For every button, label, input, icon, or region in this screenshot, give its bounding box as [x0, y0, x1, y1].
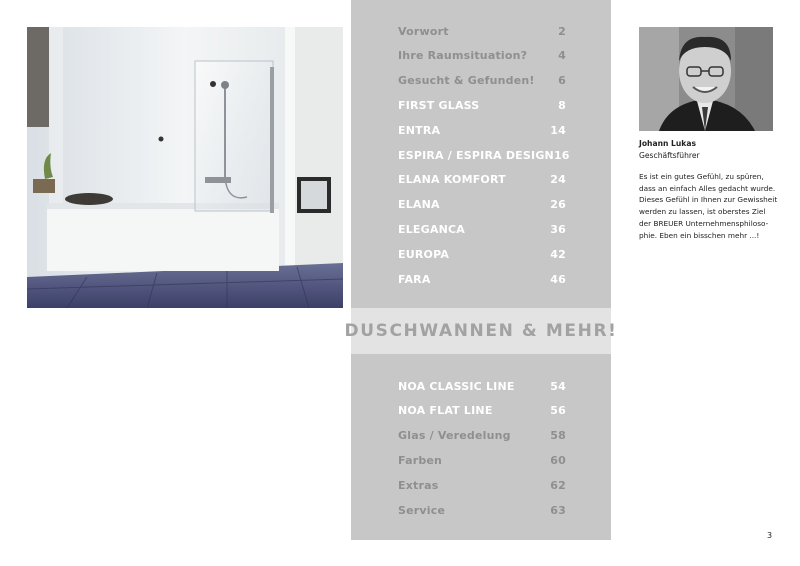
- toc-entry-page: 24: [550, 173, 566, 187]
- toc-entry-page: 56: [550, 404, 566, 418]
- toc-entry[interactable]: [398, 377, 566, 395]
- toc-entry[interactable]: [398, 196, 566, 214]
- toc-entry-title: Extras: [398, 478, 439, 492]
- toc-entry-page: 54: [550, 379, 566, 393]
- toc-entry-title: ENTRA: [398, 123, 441, 137]
- message-line: Dieses Gefühl in Ihnen zur Gewissheit: [639, 195, 778, 205]
- toc-entry-page: 26: [550, 198, 566, 212]
- toc-entry[interactable]: [398, 220, 566, 238]
- toc-entry-page: 46: [550, 272, 566, 286]
- toc-entry-title: ELEGANCA: [398, 222, 465, 236]
- toc-entry[interactable]: [398, 245, 566, 263]
- toc-entry-title: EUROPA: [398, 247, 450, 261]
- toc-entry[interactable]: [398, 402, 566, 420]
- toc-entry-title: FIRST GLASS: [398, 98, 480, 112]
- toc-entry[interactable]: [398, 451, 566, 469]
- toc-entry-title: Glas / Veredelung: [398, 429, 511, 443]
- toc-entry[interactable]: [398, 501, 566, 519]
- toc-entry-page: 58: [550, 429, 566, 443]
- toc-entry-title: Service: [398, 503, 446, 517]
- toc-entry-page: 62: [550, 478, 566, 492]
- toc-entry-title: FARA: [398, 272, 431, 286]
- message-line: phie. Eben ein bisschen mehr ...!: [639, 230, 760, 240]
- section-heading: DUSCHWANNEN & MEHR!: [344, 321, 618, 341]
- message-line: dass an einfach Alles gedacht wurde.: [639, 183, 776, 193]
- toc-entry-page: 36: [550, 222, 566, 236]
- message-line: werden zu lassen, ist oberstes Ziel: [639, 207, 766, 217]
- toc-entry-title: Vorwort: [398, 24, 449, 38]
- toc-entry[interactable]: [398, 47, 566, 65]
- toc-entry-page: 14: [550, 123, 566, 137]
- toc-entry[interactable]: [398, 171, 566, 189]
- toc-entry-title: ELANA KOMFORT: [398, 173, 506, 187]
- toc-entry[interactable]: [398, 72, 566, 90]
- bathroom-illustration: [27, 27, 343, 308]
- page-number: 3: [767, 531, 773, 540]
- section-heading-band: [344, 308, 618, 354]
- toc-entry[interactable]: [398, 22, 566, 40]
- toc-entry[interactable]: [398, 476, 566, 494]
- toc-entry-title: Ihre Raumsituation?: [398, 49, 528, 63]
- foreword-message: [639, 171, 789, 241]
- toc-entry-page: 2: [558, 24, 566, 38]
- toc-entry-title: NOA FLAT LINE: [398, 404, 493, 418]
- toc-entry-page: 42: [550, 247, 566, 261]
- toc-entry-page: 16: [553, 148, 570, 162]
- toc-entry-title: ESPIRA / ESPIRA DESIGN: [398, 148, 554, 162]
- toc-entry-page: 8: [558, 98, 566, 112]
- toc-entry-title: Farben: [398, 453, 443, 467]
- toc-entry[interactable]: [398, 427, 566, 445]
- ceo-portrait: [639, 27, 773, 131]
- toc-entry-page: 6: [558, 74, 566, 88]
- message-line: Es ist ein gutes Gefühl, zu spüren,: [639, 172, 764, 181]
- toc-entry[interactable]: [398, 121, 566, 139]
- toc-entry[interactable]: [398, 146, 570, 164]
- portrait-illustration: [639, 27, 773, 131]
- table-of-contents: [344, 0, 618, 540]
- author-name: Johann Lukas: [639, 139, 696, 148]
- toc-entry-page: 63: [550, 503, 566, 517]
- author-block: [639, 138, 789, 161]
- toc-entry-title: Gesucht & Gefunden!: [398, 74, 535, 88]
- toc-entry[interactable]: [398, 96, 566, 114]
- toc-entry-page: 4: [558, 49, 566, 63]
- author-role: Geschäftsführer: [639, 150, 700, 160]
- toc-entry-title: ELANA: [398, 198, 440, 212]
- message-line: der BREUER Unternehmensphiloso-: [639, 218, 769, 228]
- toc-entry[interactable]: [398, 270, 566, 288]
- toc-entry-title: NOA CLASSIC LINE: [398, 379, 515, 393]
- bathroom-photo: [27, 27, 343, 308]
- toc-entry-page: 60: [550, 453, 566, 467]
